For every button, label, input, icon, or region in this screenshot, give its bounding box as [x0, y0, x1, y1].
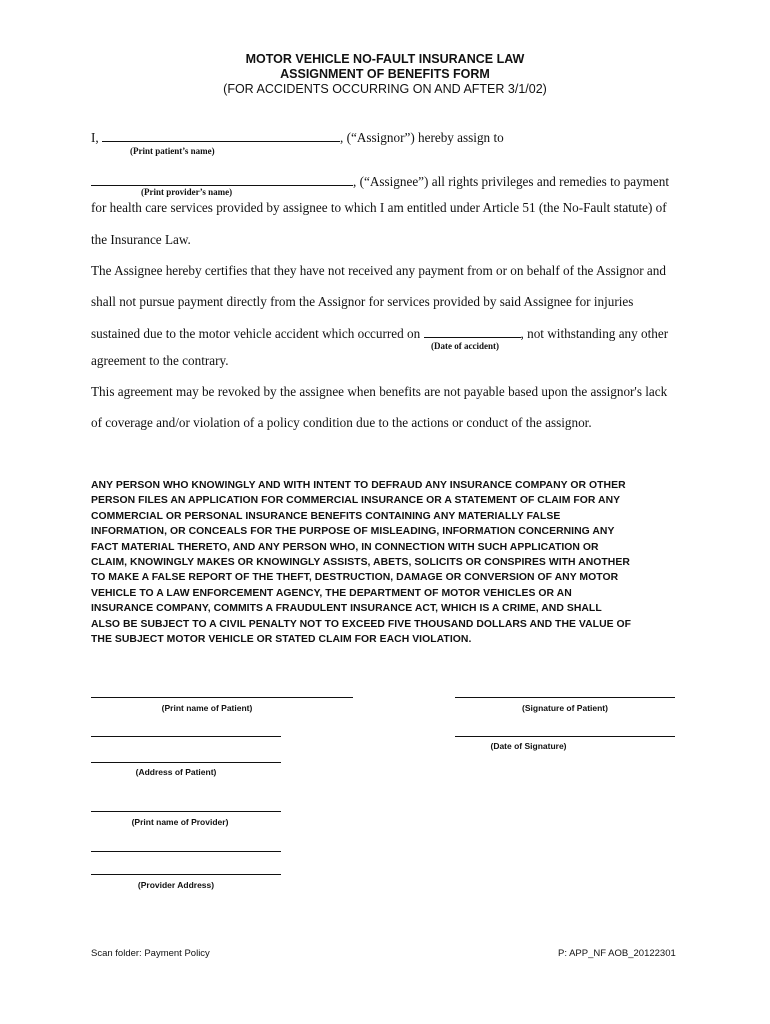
- body-line-8: agreement to the contrary.: [91, 353, 229, 368]
- patient-address-line[interactable]: [91, 762, 281, 763]
- warning-line: ALSO BE SUBJECT TO A CIVIL PENALTY NOT TO EXCEED FIVE THOUSAND DOLLARS AND THE VALUE OF: [91, 618, 632, 630]
- warning-line: FACT MATERIAL THERETO, AND ANY PERSON WHO, IN CONNECTION WITH SUCH APPLICATION OR: [91, 541, 599, 553]
- body-line-4: the Insurance Law.: [91, 232, 191, 247]
- blank-line[interactable]: [91, 851, 281, 852]
- patient-address-label: (Address of Patient): [135, 767, 217, 777]
- body-line-9: This agreement may be revoked by the assignee when benefits are not payable based upon the assignor's lack: [91, 384, 668, 399]
- warning-line: THE SUBJECT MOTOR VEHICLE OR STATED CLAIM FOR EACH VIOLATION.: [91, 634, 472, 646]
- patient-signature-label: (Signature of Patient): [522, 703, 608, 713]
- patient-name-line[interactable]: [91, 697, 353, 698]
- accident-suffix: , not withstanding any other: [520, 326, 669, 341]
- accident-date-blank[interactable]: [424, 325, 521, 338]
- provider-address-label: (Provider Address): [137, 880, 215, 890]
- signature-date-line[interactable]: [455, 736, 675, 737]
- body-line-6: shall not pursue payment directly from the Assignor for services provided by said Assignee for injuries: [91, 294, 634, 309]
- patient-name-label: (Print name of Patient): [161, 703, 253, 713]
- accident-prefix: sustained due to the motor vehicle accident which occurred on: [91, 326, 421, 341]
- warning-line: PERSON FILES AN APPLICATION FOR COMMERCIAL INSURANCE OR A STATEMENT OF CLAIM FOR ANY: [91, 495, 621, 507]
- body-line-5: The Assignee hereby certifies that they have not received any payment from or on behalf of the Assignor and: [91, 263, 666, 278]
- provider-address-line[interactable]: [91, 874, 281, 875]
- form-title-line1: MOTOR VEHICLE NO-FAULT INSURANCE LAW: [245, 52, 525, 66]
- accident-date-caption: (Date of accident): [431, 341, 499, 351]
- provider-name-blank[interactable]: [91, 173, 353, 186]
- patient-name-blank[interactable]: [102, 129, 340, 142]
- warning-line: INSURANCE COMPANY, COMMITS A FRAUDULENT INSURANCE ACT, WHICH IS A CRIME, AND SHALL: [91, 603, 602, 615]
- patient-signature-line[interactable]: [455, 697, 675, 698]
- signature-date-label: (Date of Signature): [490, 741, 567, 751]
- form-subtitle: (FOR ACCIDENTS OCCURRING ON AND AFTER 3/1/02): [223, 82, 547, 96]
- footer-right: P: APP_NF AOB_20122301: [558, 948, 676, 959]
- provider-name-label: (Print name of Provider): [131, 817, 229, 827]
- warning-line: VEHICLE TO A LAW ENFORCEMENT AGENCY, THE DEPARTMENT OF MOTOR VEHICLES OR AN: [91, 587, 572, 599]
- provider-name-caption: (Print provider’s name): [141, 187, 233, 197]
- assignor-prefix: I,: [91, 130, 99, 145]
- assignee-suffix: , (“Assignee”) all rights privileges and remedies to payment: [353, 174, 670, 189]
- assignor-line: [91, 129, 504, 146]
- footer-left: Scan folder: Payment Policy: [91, 948, 210, 959]
- fraud-warning: [91, 478, 691, 647]
- assignor-suffix: , (“Assignor”) hereby assign to: [340, 130, 504, 145]
- warning-line: INFORMATION, OR CONCEALS FOR THE PURPOSE OF MISLEADING, INFORMATION CONCERNING ANY: [91, 526, 615, 538]
- warning-line: CLAIM, KNOWINGLY MAKES OR KNOWINGLY ASSISTS, ABETS, SOLICITS OR CONSPIRES WITH ANOTHER: [91, 557, 630, 569]
- warning-line: TO MAKE A FALSE REPORT OF THE THEFT, DESTRUCTION, DAMAGE OR CONVERSION OF ANY MOTOR: [91, 572, 619, 584]
- patient-name-caption: (Print patient’s name): [130, 146, 215, 156]
- accident-line: [91, 325, 668, 342]
- form-title-line2: ASSIGNMENT OF BENEFITS FORM: [280, 67, 490, 81]
- blank-line[interactable]: [91, 736, 281, 737]
- body-line-10: of coverage and/or violation of a policy condition due to the actions or conduct of the assignor.: [91, 415, 592, 430]
- body-line-3: for health care services provided by assignee to which I am entitled under Article 51 (the No-Fault statute) of: [91, 200, 667, 215]
- warning-line: COMMERCIAL OR PERSONAL INSURANCE BENEFITS CONTAINING ANY MATERIALLY FALSE: [91, 510, 561, 522]
- warning-line: ANY PERSON WHO KNOWINGLY AND WITH INTENT TO DEFRAUD ANY INSURANCE COMPANY OR OTHER: [91, 480, 626, 491]
- provider-name-line[interactable]: [91, 811, 281, 812]
